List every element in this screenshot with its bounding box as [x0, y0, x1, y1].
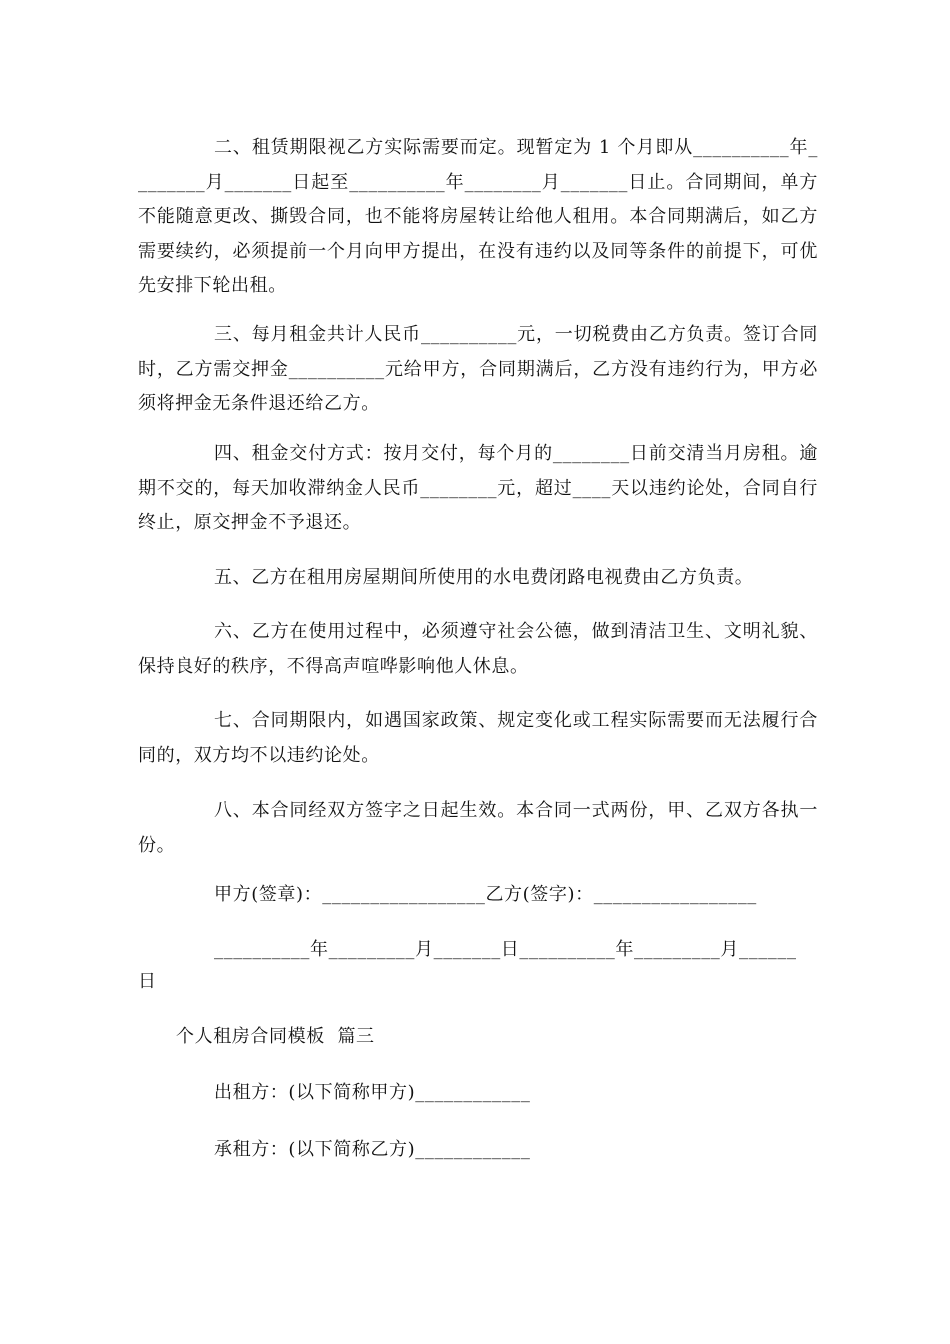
- clause-five: 五、乙方在租用房屋期间所使用的水电费闭路电视费由乙方负责。: [214, 567, 754, 588]
- date-line-end: 日: [138, 971, 157, 992]
- date-line: __________年_________月_______日__________年_________月______: [214, 939, 797, 960]
- clause-six: 六、乙方在使用过程中，必须遵守社会公德，做到清洁卫生、文明礼貌、保持良好的秩序，不得高声喧哗影响他人休息。: [138, 621, 818, 677]
- clause-seven: 七、合同期限内，如遇国家政策、规定变化或工程实际需要而无法履行合同的，双方均不以违约论处。: [138, 710, 818, 766]
- clause-four: 四、租金交付方式：按月交付，每个月的________日前交清当月房租。逾期不交的，每天加收滞纳金人民币________元，超过____天以违约论处，合同自行终止，原交押金不予退还。: [138, 443, 818, 533]
- signature-line: 甲方(签章)：_________________乙方(签字)：_________________: [214, 884, 757, 905]
- clause-two: 二、租赁期限视乙方实际需要而定。现暂定为 1 个月即从__________年_ _______月_______日起至__________年________月_______日止。合同期间，单方不能随意更改、撕毁合同，也不能将房屋转让给他人租用。本合同期满后，如乙方需要续约，必须提前一个月向甲方提出，在没有违约以及同等条件的前提下，可优先安排下轮出租。: [138, 137, 818, 296]
- lessor-line: 出租方：(以下简称甲方)____________: [214, 1082, 531, 1103]
- clause-eight: 八、本合同经双方签字之日起生效。本合同一式两份，甲、乙双方各执一份。: [138, 800, 818, 856]
- section-heading: 个人租房合同模板 篇三: [176, 1026, 375, 1047]
- lessee-line: 承租方：(以下简称乙方)____________: [214, 1139, 531, 1160]
- clause-three: 三、每月租金共计人民币__________元，一切税费由乙方负责。签订合同时，乙方需交押金__________元给甲方，合同期满后，乙方没有违约行为，甲方必须将押金无条件退还给乙方。: [138, 324, 818, 414]
